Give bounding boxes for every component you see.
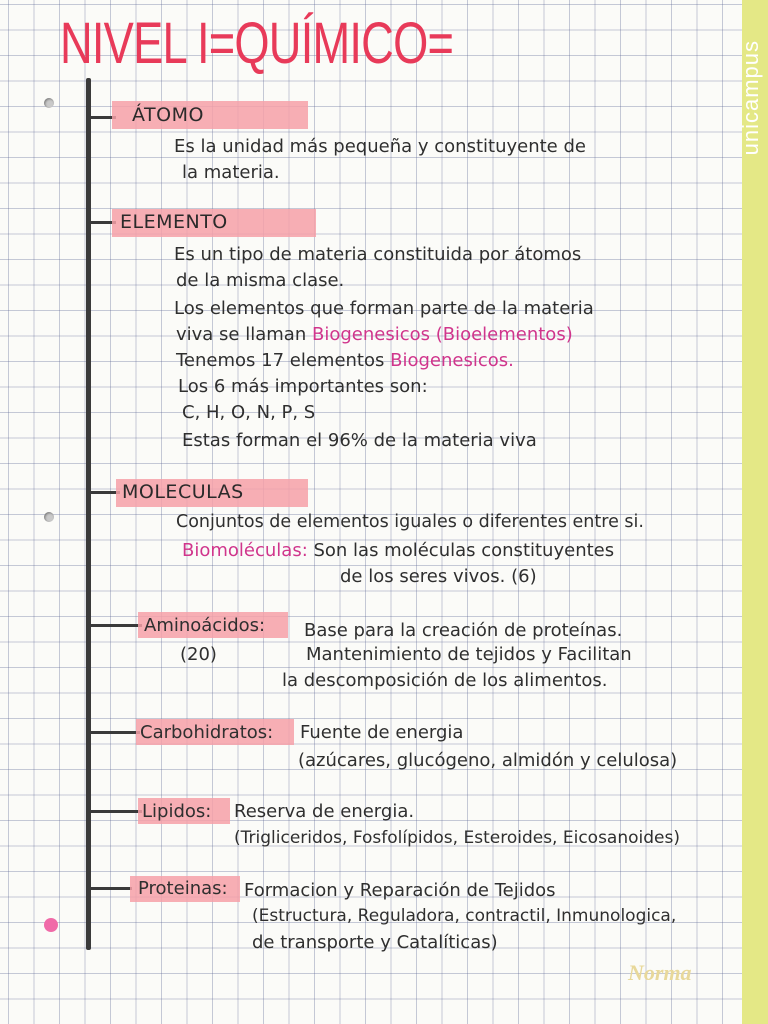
biogenesicos-term: Biogenesicos. bbox=[390, 350, 514, 371]
heading-moleculas: MOLECULAS bbox=[122, 481, 244, 503]
proteinas-line-2: (Estructura, Reguladora, contractil, Inmunologica, bbox=[252, 906, 677, 926]
elemento-line-4: viva se llaman Biogenesicos (Bioelementos) bbox=[176, 324, 573, 345]
heading-atomo: ÁTOMO bbox=[132, 104, 204, 126]
proteinas-line-3: de transporte y Catalíticas) bbox=[252, 932, 498, 953]
biomoleculas-term: Biomoléculas: bbox=[182, 540, 308, 561]
timeline-spine bbox=[86, 78, 91, 950]
notebook-side-strip bbox=[738, 0, 768, 1024]
moleculas-line-1: Conjuntos de elementos iguales o diferentes entre si. bbox=[176, 512, 644, 532]
carbohidratos-line-1: Fuente de energia bbox=[300, 722, 464, 743]
moleculas-line-3: de los seres vivos. (6) bbox=[340, 566, 537, 587]
heading-aminoacidos: Aminoácidos: bbox=[144, 615, 266, 636]
elemento-line-6: Los 6 más importantes son: bbox=[178, 376, 428, 397]
aminoacidos-line-2: Mantenimiento de tejidos y Facilitan bbox=[306, 644, 632, 665]
biogenesicos-term: Biogenesicos (Bioelementos) bbox=[311, 324, 573, 345]
aminoacidos-line-1: Base para la creación de proteínas. bbox=[304, 620, 623, 641]
elemento-line-1: Es un tipo de materia constituida por átomos bbox=[174, 244, 582, 265]
binder-hole bbox=[44, 512, 54, 522]
carbohidratos-line-2: (azúcares, glucógeno, almidón y celulosa) bbox=[298, 750, 678, 771]
timeline-tick bbox=[90, 731, 140, 734]
elemento-line-3: Los elementos que forman parte de la materia bbox=[174, 298, 594, 319]
heading-proteinas: Proteinas: bbox=[138, 878, 228, 899]
binder-hole bbox=[44, 98, 54, 108]
pink-dot-marker bbox=[44, 918, 58, 932]
lipidos-line-2: (Trigliceridos, Fosfolípidos, Esteroides, Eicosanoides) bbox=[234, 828, 680, 848]
aminoacidos-line-3: la descomposición de los alimentos. bbox=[282, 670, 608, 691]
heading-carbohidratos: Carbohidratos: bbox=[140, 722, 274, 743]
elemento-line-2: de la misma clase. bbox=[176, 270, 345, 291]
atomo-line-1: Es la unidad más pequeña y constituyente de bbox=[174, 136, 586, 157]
aminoacidos-count: (20) bbox=[180, 644, 217, 665]
timeline-tick bbox=[90, 810, 142, 813]
side-brand-text: unicampus bbox=[738, 40, 763, 156]
atomo-line-2: la materia. bbox=[182, 162, 280, 183]
heading-elemento: ELEMENTO bbox=[120, 211, 228, 233]
timeline-tick bbox=[90, 624, 142, 627]
lipidos-line-1: Reserva de energia. bbox=[234, 801, 415, 822]
brand-logo: Norma bbox=[628, 960, 692, 985]
elemento-line-8: Estas forman el 96% de la materia viva bbox=[182, 430, 537, 451]
elemento-line-7: C, H, O, N, P, S bbox=[182, 402, 316, 423]
proteinas-line-1: Formacion y Reparación de Tejidos bbox=[244, 880, 556, 901]
elemento-line-5: Tenemos 17 elementos Biogenesicos. bbox=[176, 350, 514, 371]
timeline-tick bbox=[90, 887, 132, 890]
moleculas-line-2: Biomoléculas: Son las moléculas constituyentes bbox=[182, 540, 615, 561]
heading-lipidos: Lipidos: bbox=[142, 801, 212, 822]
page-title: NIVEL I=QUÍMICO= bbox=[60, 11, 454, 76]
